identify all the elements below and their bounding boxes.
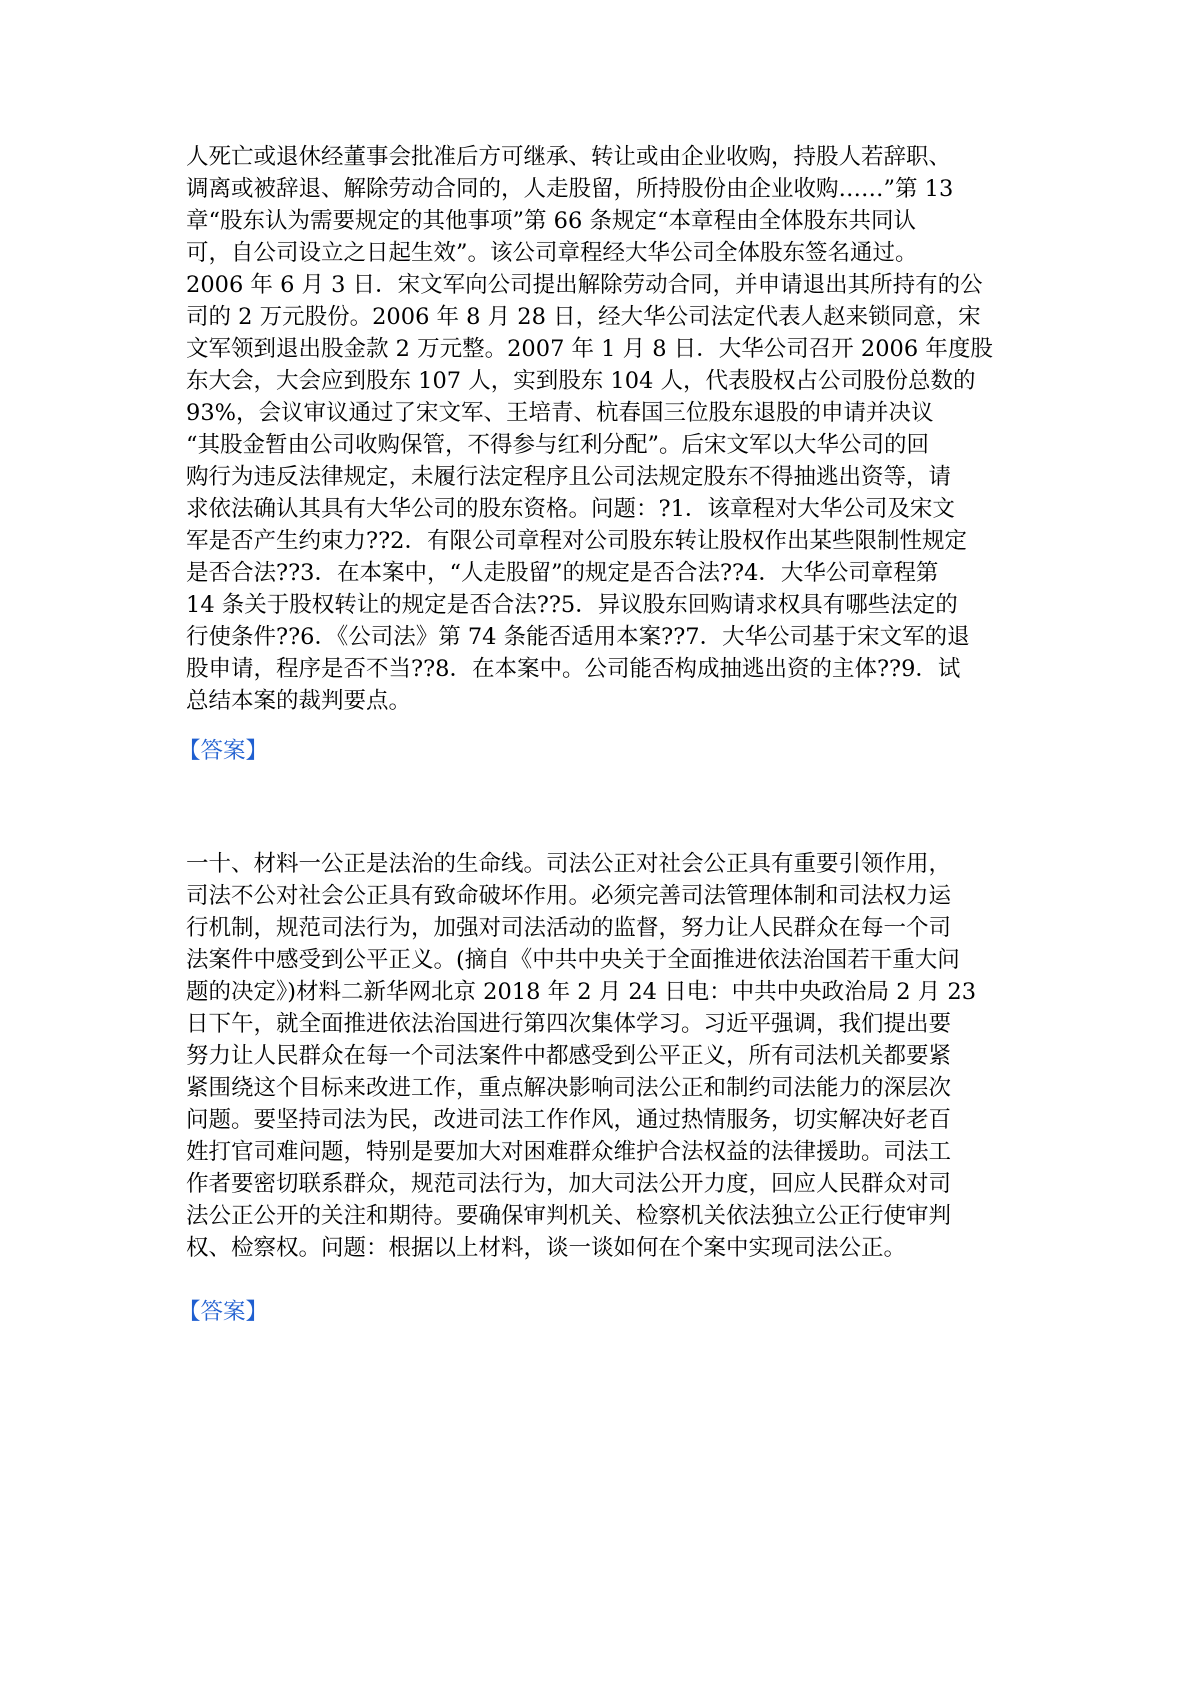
- text-line: 姓打官司难问题，特别是要加大对困难群众维护合法权益的法律援助。司法工: [186, 1139, 952, 1165]
- text-line: 2006 年 6 月 3 日．宋文军向公司提出解除劳动合同，并申请退出其所持有的公: [186, 272, 983, 298]
- text-line: 紧围绕这个目标来改进工作，重点解决影响司法公正和制约司法能力的深层次: [186, 1075, 952, 1101]
- text-line: 股申请，程序是否不当??8．在本案中。公司能否构成抽逃出资的主体??9．试: [186, 656, 961, 682]
- text-line: 日下午，就全面推进依法治国进行第四次集体学习。习近平强调，我们提出要: [186, 1011, 952, 1037]
- text-line: 行使条件??6．《公司法》第 74 条能否适用本案??7．大华公司基于宋文军的退: [186, 624, 970, 650]
- text-line: 文军领到退出股金款 2 万元整。2007 年 1 月 8 日．大华公司召开 2006 年度股: [186, 336, 993, 362]
- text-line: 司法不公对社会公正具有致命破坏作用。必须完善司法管理体制和司法权力运: [186, 883, 952, 909]
- text-line: 一十、材料一公正是法治的生命线。司法公正对社会公正具有重要引领作用，: [186, 851, 952, 877]
- answer-label: 【答案】: [178, 738, 269, 764]
- text-line: 司的 2 万元股份。2006 年 8 月 28 日，经大华公司法定代表人赵来锁同意，宋: [186, 304, 981, 330]
- text-line: 是否合法??3．在本案中，“人走股留”的规定是否合法??4．大华公司章程第: [186, 560, 939, 586]
- question-9-text: [186, 141, 1016, 717]
- text-line: 法案件中感受到公平正义。(摘自《中共中央关于全面推进依法治国若干重大问: [186, 947, 960, 973]
- text-line: 东大会，大会应到股东 107 人，实到股东 104 人，代表股权占公司股份总数的: [186, 368, 976, 394]
- text-line: 法公正公开的关注和期待。要确保审判机关、检察机关依法独立公正行使审判: [186, 1203, 952, 1229]
- text-line: 题的决定》)材料二新华网北京 2018 年 2 月 24 日电：中共中央政治局 2 月 23: [186, 979, 977, 1005]
- text-line: 作者要密切联系群众，规范司法行为，加大司法公开力度，回应人民群众对司: [186, 1171, 952, 1197]
- answer-label: 【答案】: [178, 1299, 269, 1325]
- text-line: 人死亡或退休经董事会批准后方可继承、转让或由企业收购，持股人若辞职、: [186, 144, 952, 170]
- text-line: 可，自公司设立之日起生效”。该公司章程经大华公司全体股东签名通过。: [186, 240, 918, 266]
- text-line: 14 条关于股权转让的规定是否合法??5．异议股东回购请求权具有哪些法定的: [186, 592, 958, 618]
- text-line: 军是否产生约束力??2．有限公司章程对公司股东转让股权作出某些限制性规定: [186, 528, 967, 554]
- question-10-text: [186, 848, 1016, 1264]
- text-line: 调离或被辞退、解除劳动合同的，人走股留，所持股份由企业收购……”第 13: [186, 176, 954, 202]
- text-line: 努力让人民群众在每一个司法案件中都感受到公平正义，所有司法机关都要紧: [186, 1043, 952, 1069]
- text-line: 章“股东认为需要规定的其他事项”第 66 条规定“本章程由全体股东共同认: [186, 208, 916, 234]
- text-line: 问题。要坚持司法为民，改进司法工作作风，通过热情服务，切实解决好老百: [186, 1107, 952, 1133]
- text-line: 权、检察权。问题：根据以上材料，谈一谈如何在个案中实现司法公正。: [186, 1235, 907, 1261]
- text-line: 购行为违反法律规定，未履行法定程序且公司法规定股东不得抽逃出资等，请: [186, 464, 952, 490]
- text-line: “其股金暂由公司收购保管，不得参与红利分配”。后宋文军以大华公司的回: [186, 432, 930, 458]
- text-line: 总结本案的裁判要点。: [186, 688, 412, 714]
- text-line: 93%，会议审议通过了宋文军、王培青、杭春国三位股东退股的申请并决议: [186, 400, 934, 426]
- text-line: 求依法确认其具有大华公司的股东资格。问题：?1．该章程对大华公司及宋文: [186, 496, 955, 522]
- text-line: 行机制，规范司法行为，加强对司法活动的监督，努力让人民群众在每一个司: [186, 915, 952, 941]
